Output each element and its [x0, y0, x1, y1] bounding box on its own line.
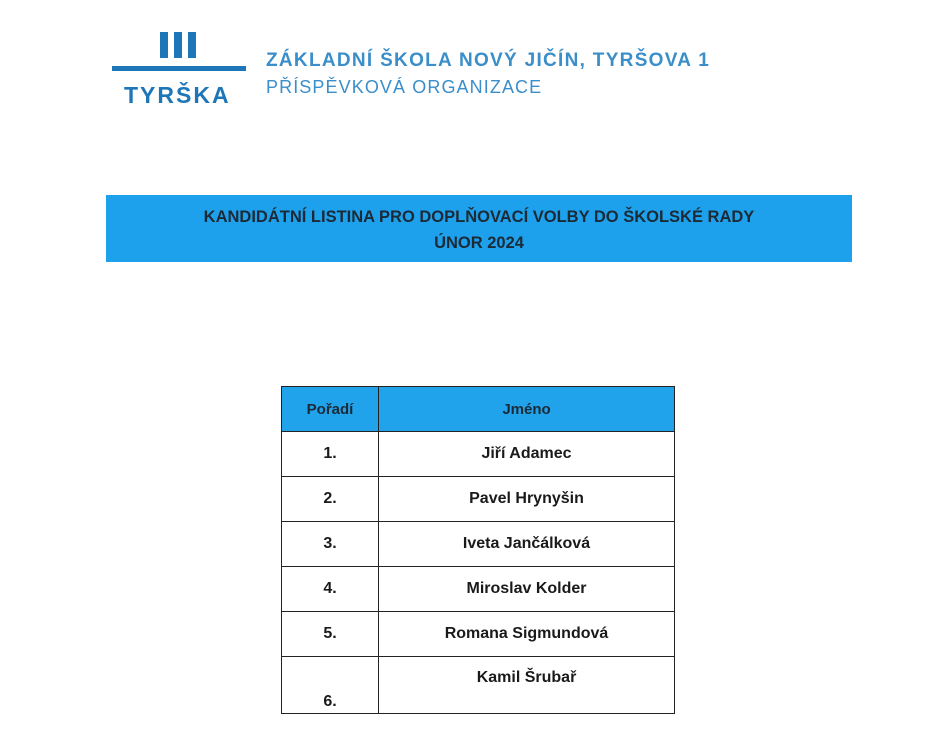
table-row: [282, 432, 675, 477]
candidate-name: Pavel Hrynyšin: [379, 477, 675, 522]
table-row: [282, 657, 675, 714]
candidate-order: 2.: [282, 477, 379, 522]
school-name: ZÁKLADNÍ ŠKOLA NOVÝ JIČÍN, TYRŠOVA 1: [266, 50, 711, 71]
school-logo: [110, 32, 246, 112]
school-header: [266, 48, 710, 100]
logo-underline: [112, 66, 246, 71]
candidate-order: 6.: [282, 657, 379, 714]
candidate-name: Miroslav Kolder: [379, 567, 675, 612]
logo-bars-icon: [160, 32, 200, 58]
logo-bar: [160, 32, 168, 58]
document-date: ÚNOR 2024: [434, 234, 524, 252]
document-title: KANDIDÁTNÍ LISTINA PRO DOPLŇOVACÍ VOLBY DO ŠKOLSKÉ RADY: [203, 208, 755, 226]
candidate-name: Jiří Adamec: [379, 432, 675, 477]
table-row: [282, 567, 675, 612]
table-header-row: [282, 387, 675, 432]
header-order: Pořadí: [282, 387, 379, 432]
table-row: [282, 612, 675, 657]
title-banner: [106, 195, 852, 262]
school-organization-type: PŘÍSPĚVKOVÁ ORGANIZACE: [266, 77, 543, 97]
candidate-name: Romana Sigmundová: [379, 612, 675, 657]
candidate-name: Kamil Šrubař: [379, 657, 675, 714]
candidate-name: Iveta Jančálková: [379, 522, 675, 567]
candidate-order: 4.: [282, 567, 379, 612]
table-row: [282, 477, 675, 522]
candidate-order: 5.: [282, 612, 379, 657]
candidate-table: [281, 386, 675, 714]
candidate-order: 1.: [282, 432, 379, 477]
header-name: Jméno: [379, 387, 675, 432]
logo-wordmark: TYRŠKA: [124, 82, 231, 108]
table-row: [282, 522, 675, 567]
logo-bar: [188, 32, 196, 58]
candidate-order: 3.: [282, 522, 379, 567]
logo-bar: [174, 32, 182, 58]
